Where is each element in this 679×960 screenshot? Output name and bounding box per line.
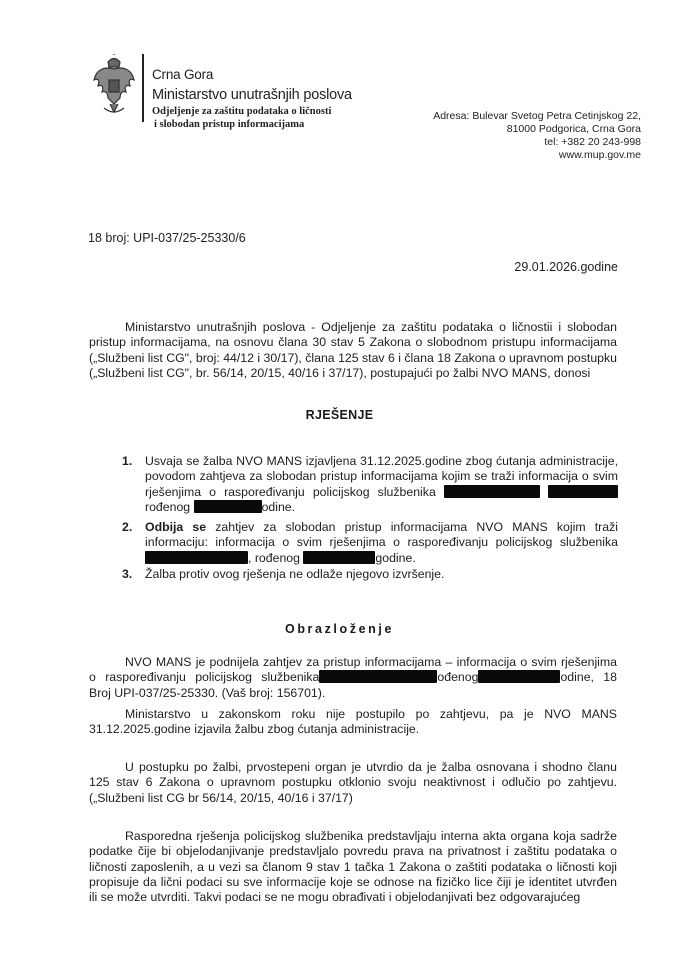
reasoning-paragraph-4 xyxy=(89,829,617,905)
decision-number: 3. xyxy=(122,567,133,581)
decision-item-1 xyxy=(122,454,618,515)
redacted-date xyxy=(303,551,375,564)
intro-text: Ministarstvo unutrašnjih poslova - Odjeljenje za zaštitu podataka o ličnostii i slobodan pristup informacijama, na osnovu člana 30 stav 5 Zakona o slobodnom pristupu informacijama („Službeni list CG", broj: 44/12 i 30/17), člana 125 stav 6 i člana 18 Zakona o upravnom postupku („Službeni list CG", br. 56/14, 20/15, 40/16 i 37/17), postupajući po žalbi NVO MANS, donosi xyxy=(89,320,617,380)
decision-text: , rođenog xyxy=(248,550,300,565)
redacted-name xyxy=(548,485,618,498)
reasoning-paragraph-1 xyxy=(89,655,617,701)
redacted-date xyxy=(478,670,560,683)
department-line-2: i slobodan pristup informacijama xyxy=(154,119,305,130)
decision-text: zahtjev za slobodan pristup informacijama NVO MANS kojim traži informaciju: informacija o svim rješenjima o raspoređivanju policijskog službenika xyxy=(145,520,618,550)
decision-item-3 xyxy=(122,567,618,582)
decision-bold-lead: Odbija se xyxy=(145,520,207,534)
reasoning-text: ođenog xyxy=(437,670,479,685)
country-name: Crna Gora xyxy=(152,67,214,82)
decision-number: 1. xyxy=(122,454,133,468)
coat-of-arms-icon xyxy=(92,54,136,118)
reasoning-text: NVO MANS je podnijela zahtjev za pristup informacijama – informacija o svim rješenjima o raspoređivanju policijskog službenika xyxy=(89,655,617,685)
address-website: www.mup.gov.me xyxy=(558,149,641,161)
address-phone: tel: +382 20 243-998 xyxy=(544,136,641,148)
decision-text: Usvaja se žalba NVO MANS izjavljena 31.12.2025.godine zbog ćutanja administracije, povodom zahtjeva za slobodan pristup informacijama kojim se traži informacija o svim rješenjima o raspoređivanju policijskog službenika xyxy=(145,454,618,499)
decision-number: 2. xyxy=(122,520,133,534)
decision-text: Žalba protiv ovog rješenja ne odlaže njegovo izvršenje. xyxy=(145,567,445,581)
ministry-name: Ministarstvo unutrašnjih poslova xyxy=(152,87,352,103)
redacted-name xyxy=(145,551,248,564)
decision-text: godine. xyxy=(375,550,416,565)
reasoning-title: Obrazloženje xyxy=(285,622,394,636)
redacted-date xyxy=(194,500,262,513)
decision-title: RJEŠENJE xyxy=(305,408,374,422)
department-line-1: Odjeljenje za zaštitu podataka o ličnosti xyxy=(152,106,332,117)
reasoning-paragraph-3 xyxy=(89,760,617,806)
reference-number: 18 broj: UPI-037/25-25330/6 xyxy=(88,231,246,245)
decision-text: rođenog xyxy=(145,499,191,514)
decision-item-2 xyxy=(122,520,618,566)
address-street: Adresa: Bulevar Svetog Petra Cetinjskog 22, xyxy=(433,110,641,122)
reasoning-text: Ministarstvo u zakonskom roku nije postupilo po zahtjevu, pa je NVO MANS 31.12.2025.godine izjavila žalbu zbog ćutanja administracije. xyxy=(89,707,617,737)
decision-text: odine. xyxy=(261,499,296,514)
address-city: 81000 Podgorica, Crna Gora xyxy=(506,123,641,135)
redacted-name xyxy=(319,670,437,683)
reasoning-paragraph-2 xyxy=(89,707,617,738)
header-divider xyxy=(142,54,144,122)
reasoning-text: U postupku po žalbi, prvostepeni organ je utvrdio da je žalba osnovana i shodno članu 125 stav 6 Zakona o upravnom postupku otklonio svoju neaktivnost i odlučio po zahtjevu. („Službeni list CG br 56/14, 20/15, 40/16 i 37/17) xyxy=(89,760,617,805)
reasoning-text: odine, 18 Broj UPI-037/25-25330. (Vaš broj: 156701). xyxy=(89,670,617,700)
document-date: 29.01.2026.godine xyxy=(514,260,618,274)
reasoning-text: Rasporedna rješenja policijskog službenika predstavljaju interna akta organa koja sadrže podatke čije bi objelodanjivanje predstavljalo povredu prava na privatnost i zaštitu podataka o ličnosti zaposlenih, a u vezi sa članom 9 stav 1 tačka 1 Zakona o zaštiti podataka o ličnosti koji propisuje da lični podaci su sve informacije koje se odnose na fizičko lice čiji je identitet utvrđen ili se može utvrditi. Takvi podaci se ne mogu obrađivati i objelodanjivati bez odgovarajućeg xyxy=(89,829,617,905)
intro-paragraph xyxy=(89,320,617,381)
redacted-name xyxy=(444,485,540,498)
